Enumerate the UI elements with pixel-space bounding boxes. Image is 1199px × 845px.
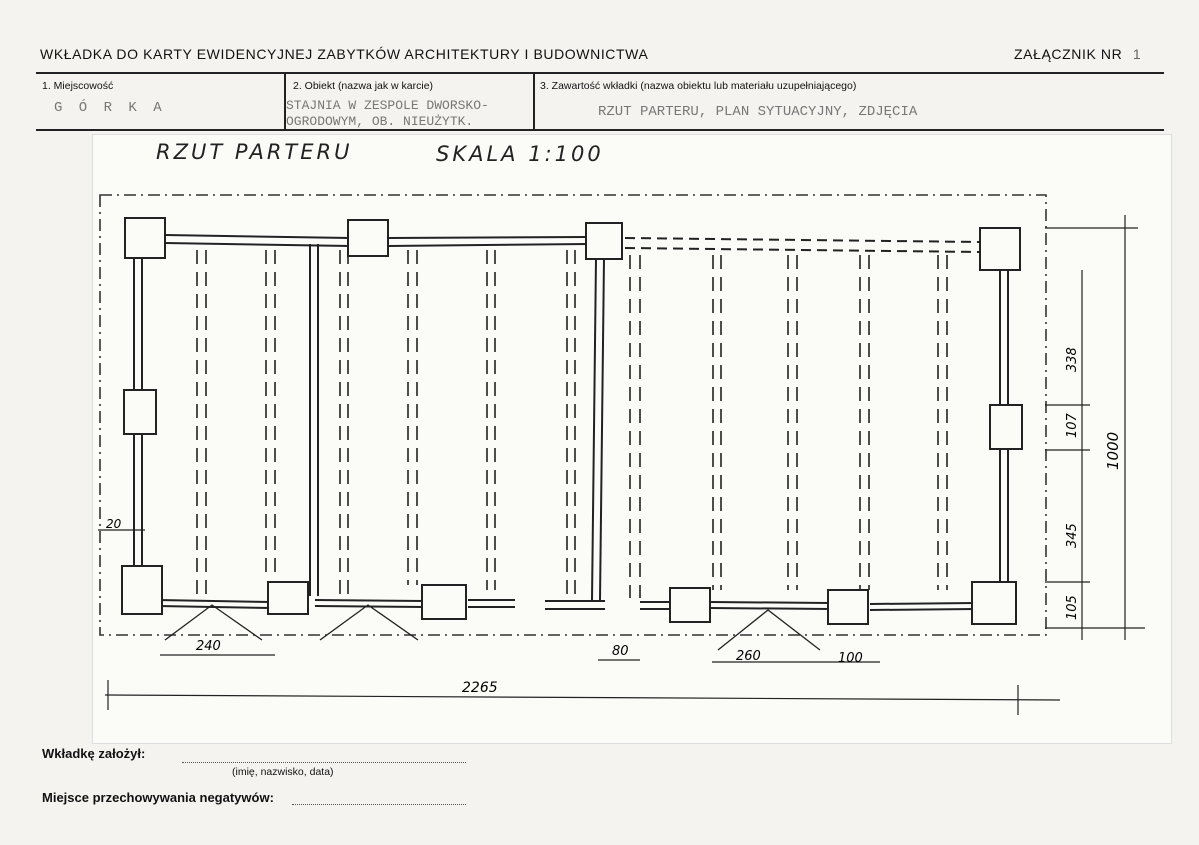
- negatives-label: Miejsce przechowywania negatywów:: [42, 790, 274, 805]
- dim-2265: 2265: [462, 680, 498, 696]
- door-swings: [165, 605, 820, 650]
- negatives-line[interactable]: [292, 804, 466, 805]
- drawing-heading-left: RZUT PARTERU: [156, 140, 353, 164]
- contents-value: RZUT PARTERU, PLAN SYTUACYJNY, ZDJĘCIA: [598, 104, 918, 120]
- annex-number: 1: [1132, 46, 1142, 62]
- created-by-hint: (imię, nazwisko, data): [232, 766, 334, 778]
- object-value-line1: STAJNIA W ZESPOLE DWORSKO-: [286, 98, 489, 113]
- created-by-label: Wkładkę założył:: [42, 746, 146, 761]
- created-by-line[interactable]: [182, 762, 466, 763]
- form-title: WKŁADKA DO KARTY EWIDENCYJNEJ ZABYTKÓW ARCHITEKTURY I BUDOWNICTWA: [40, 46, 649, 62]
- dim-260: 260: [736, 649, 761, 664]
- pillars: [122, 218, 1022, 624]
- dim-80: 80: [612, 644, 629, 659]
- contents-label: 3. Zawartość wkładki (nazwa obiektu lub materiału uzupełniającego): [540, 80, 857, 92]
- dim-345: 345: [1065, 523, 1080, 548]
- dimension-lines: [98, 215, 1145, 715]
- dim-338: 338: [1065, 347, 1080, 372]
- locality-value: G Ó R K A: [54, 100, 166, 116]
- drawing-heading-right: SKALA 1:100: [436, 142, 604, 166]
- dim-1000: 1000: [1104, 431, 1122, 470]
- object-label: 2. Obiekt (nazwa jak w karcie): [293, 80, 434, 92]
- dashed-upper-walls: [625, 238, 980, 252]
- dim-100: 100: [838, 651, 863, 666]
- locality-label: 1. Miejscowość: [42, 80, 114, 92]
- annex-label-text: ZAŁĄCZNIK NR: [1014, 46, 1123, 62]
- site-boundary: [100, 195, 1046, 635]
- dim-105: 105: [1065, 595, 1080, 620]
- walls: [134, 235, 1008, 610]
- dim-240: 240: [196, 639, 221, 654]
- dim-107: 107: [1065, 413, 1080, 438]
- object-value-line2: OGRODOWYM, OB. NIEUŻYTK.: [286, 114, 474, 129]
- dim-20: 20: [106, 517, 122, 531]
